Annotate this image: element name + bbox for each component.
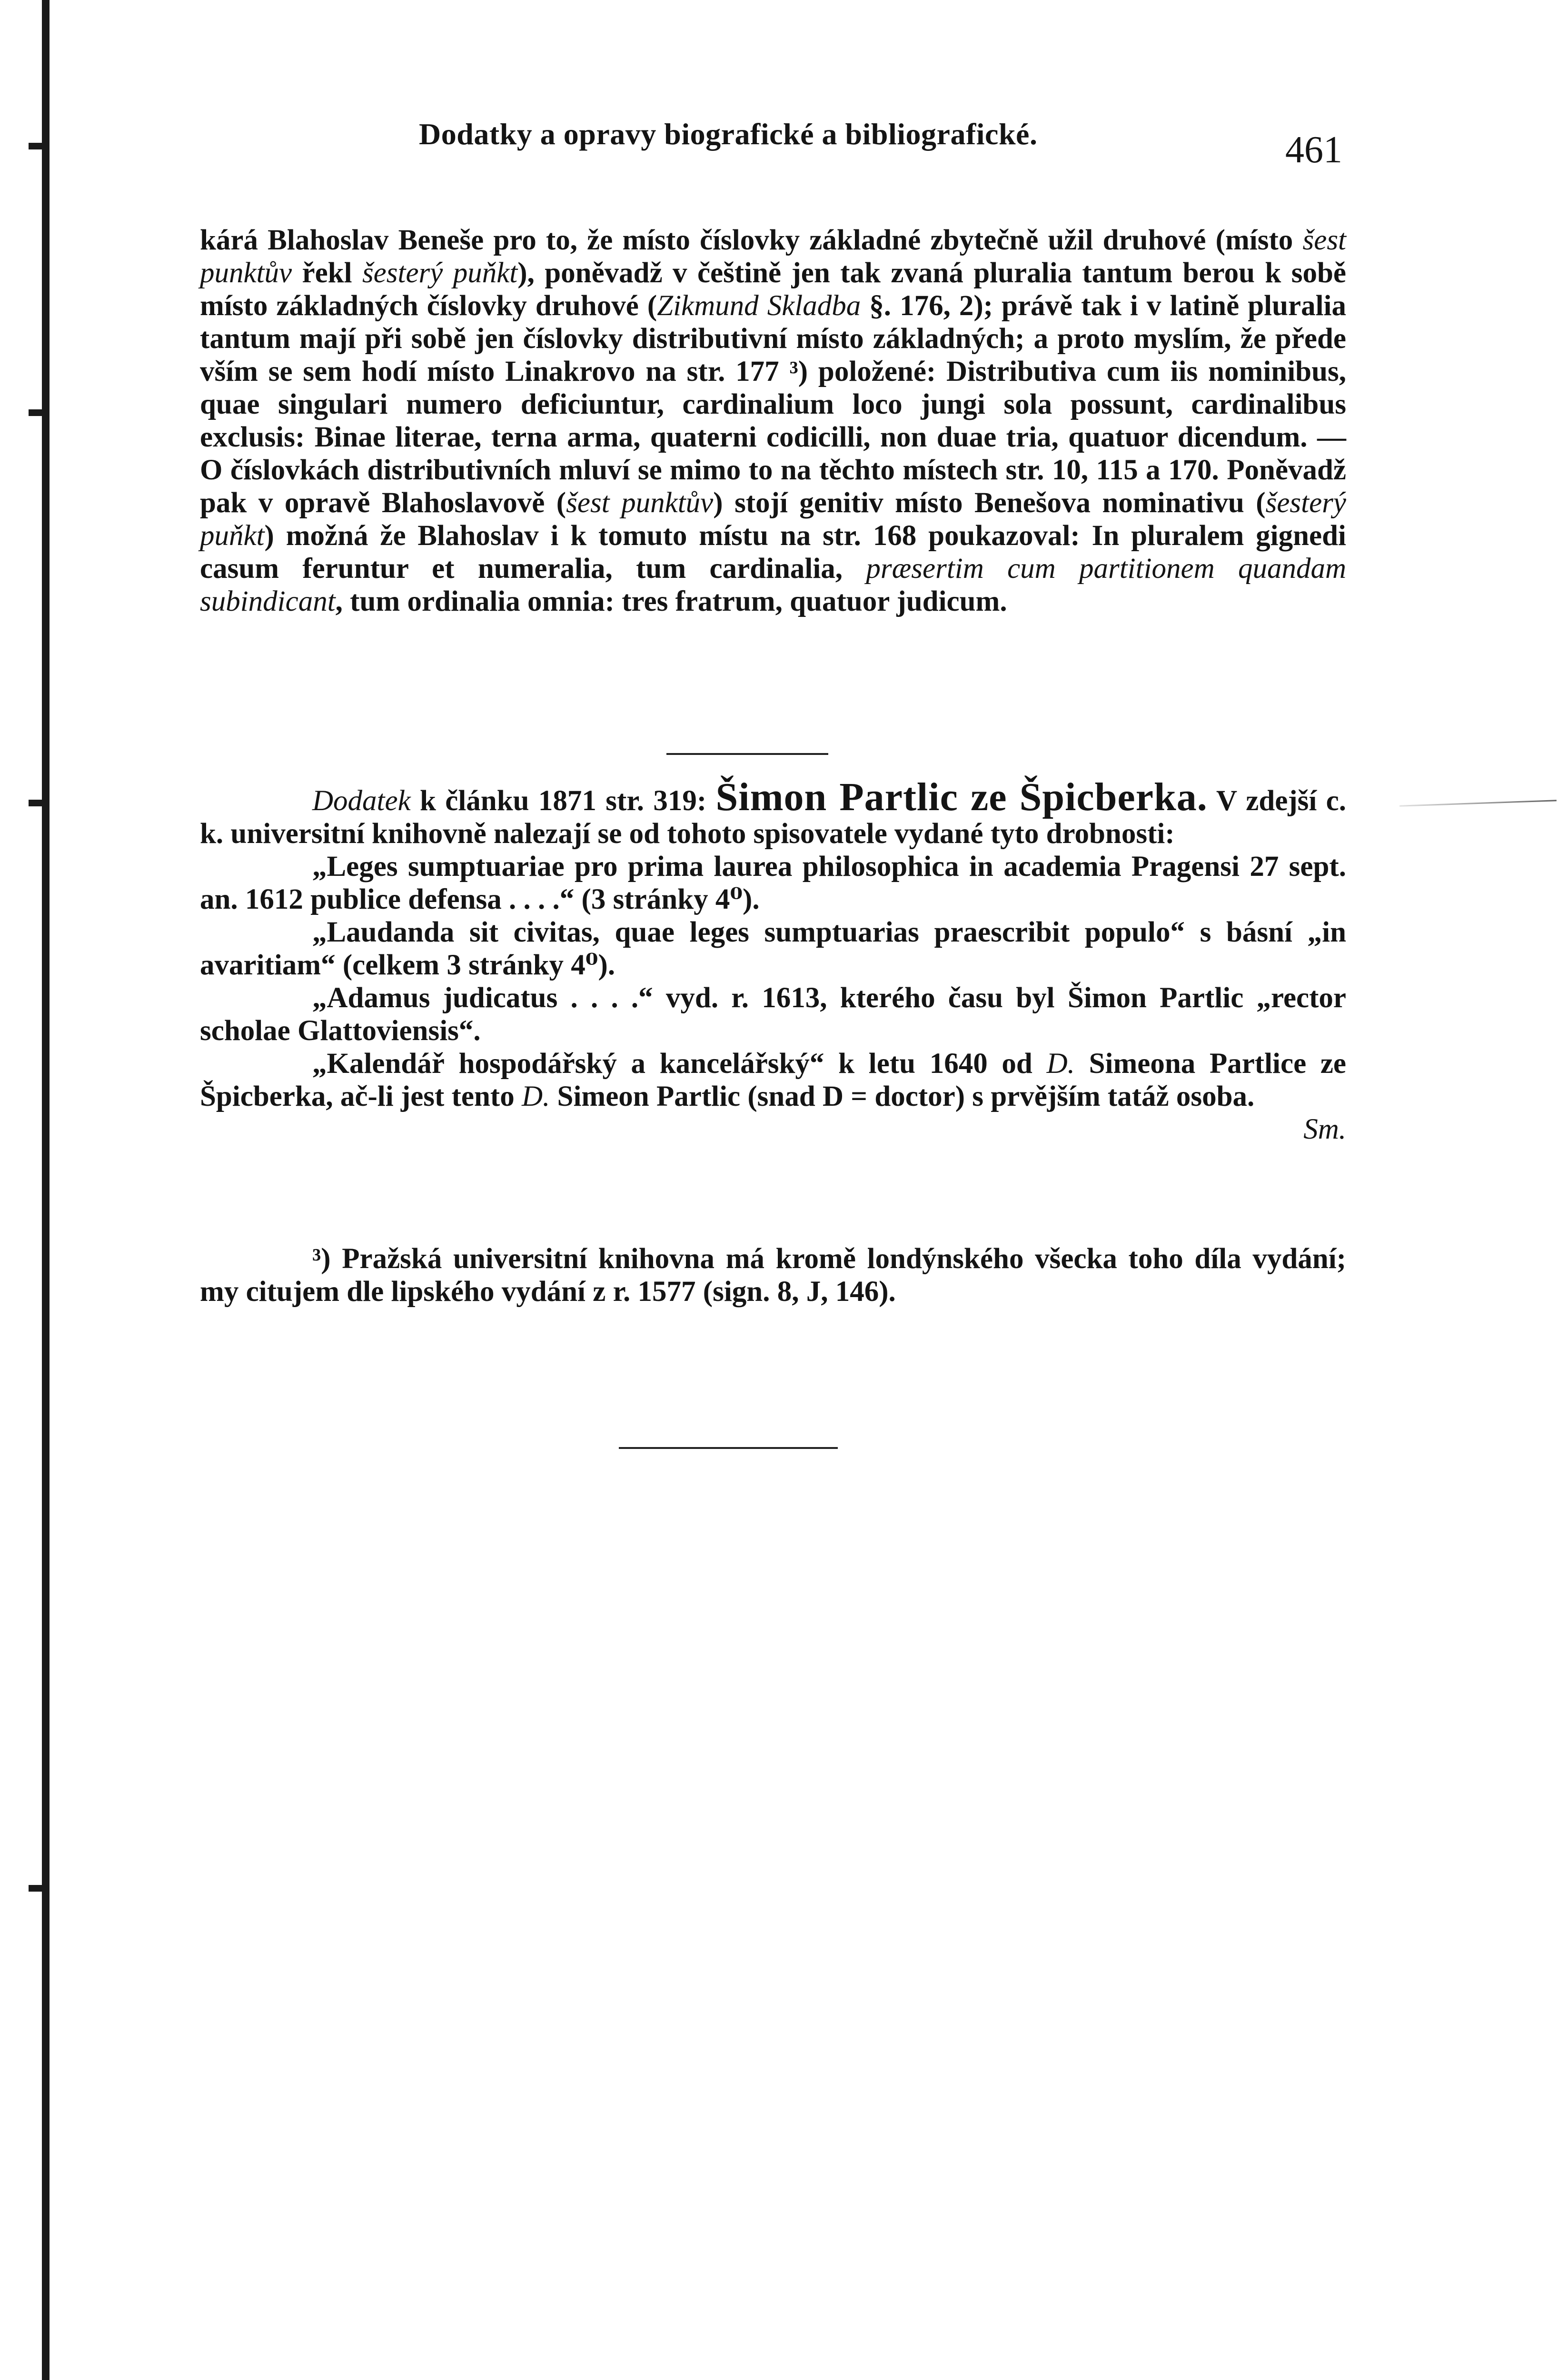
stray-pencil-mark — [1399, 800, 1557, 807]
main-paragraph — [200, 224, 1346, 618]
end-rule — [619, 1447, 838, 1449]
author-signature: Sm. — [1303, 1113, 1346, 1145]
page-binding-edge — [0, 0, 50, 2380]
addendum-heading: Dodatek k článku 1871 str. 319: Šimon Partlic ze Špicberka. V zdejší c. k. universitní knihovně nalezají se od tohoto spisovatele vydané tyto drobnosti: — [200, 775, 1346, 850]
running-title: Dodatky a opravy biografické a bibliografické. — [419, 117, 1038, 151]
addendum-item: „Laudanda sit civitas, quae leges sumptuarias praescribit populo“ s básní „in avaritiam“ (celkem 3 stránky 4⁰). — [200, 916, 1346, 981]
page-number: 461 — [1285, 129, 1342, 171]
addendum-section — [200, 775, 1347, 1146]
paragraph-1: kárá Blahoslav Beneše pro to, že místo číslovky základné zbytečně užil druhové (místo šest punktův řekl šesterý puňkt), poněvadž v češtině jen tak zvaná pluralia tantum berou k sobě místo základných číslovky druhové (Zikmund Skladba §. 176, 2); právě tak i v latině pluralia tantum mají při sobě jen číslovky distributivní místo základných; a proto myslím, že přede vším se sem hodí místo Linakrovo na str. 177 ³) položené: Distributiva cum iis nominibus, quae singulari numero deficiuntur, cardinalium loco jungi sola possunt, cardinalibus exclusis: Binae literae, terna arma, quaterni codicilli, non duae tria, quatuor dicendum. — O číslovkách distributivních mluví se mimo to na těchto místech str. 10, 115 a 170. Poněvadž pak v opravě Blahoslavově (šest punktův) stojí genitiv místo Benešova nominativu (šesterý puňkt) možná že Blahoslav i k tomuto místu na str. 168 poukazoval: In pluralem gignedi casum feruntur et numeralia, tum cardinalia, præsertim cum partitionem quandam subindicant, tum ordinalia omnia: tres fratrum, quatuor judicum. — [200, 224, 1346, 617]
addendum-item: „Leges sumptuariae pro prima laurea philosophica in academia Pragensi 27 sept. an. 1612 publice defensa . . . .“ (3 stránky 4⁰). — [200, 851, 1346, 915]
addendum-item: „Adamus judicatus . . . .“ vyd. r. 1613, kterého času byl Šimon Partlic „rector scholae Glattoviensis“. — [200, 982, 1346, 1047]
section-divider — [666, 753, 828, 755]
edge-mark — [29, 1885, 48, 1892]
edge-mark — [29, 409, 48, 416]
edge-mark — [29, 800, 48, 806]
footnote — [200, 1242, 1346, 1308]
edge-mark — [29, 143, 48, 149]
addendum-item-last: „Kalendář hospodářský a kancelářský“ k letu 1640 od D. Simeona Partlice ze Špicberka, ač-li jest tento D. Simeon Partlic (snad D = doctor) s prvějším tatáž osoba. Sm. — [200, 1048, 1347, 1145]
footnote-text: ³) Pražská universitní knihovna má kromě londýnského všecka toho díla vydání; my citujem dle lipského vydání z r. 1577 (sign. 8, J, 146). — [200, 1243, 1346, 1308]
